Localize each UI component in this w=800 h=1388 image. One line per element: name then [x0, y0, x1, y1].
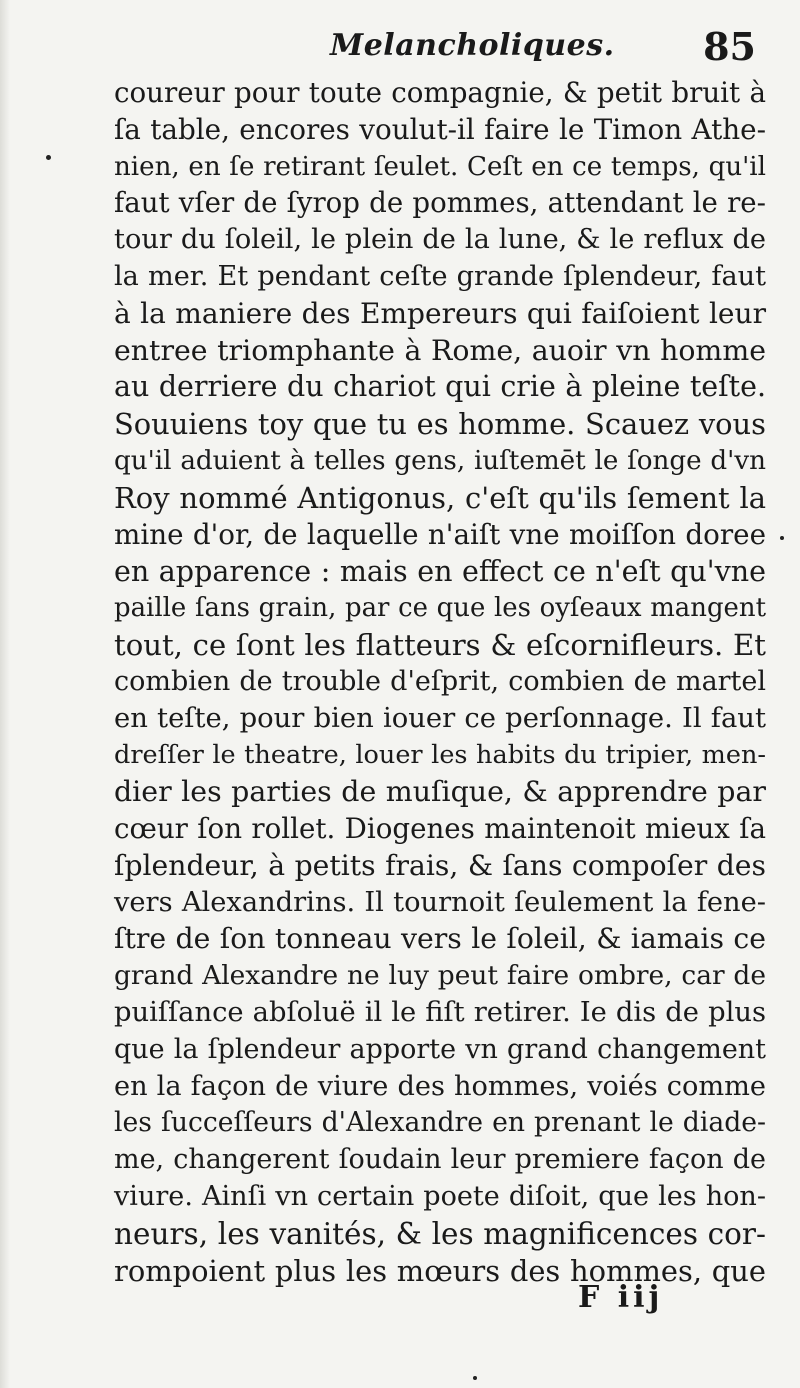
- text-line: me, changerent ſoudain leur premiere façon de: [114, 1144, 766, 1176]
- text-line: ſplendeur, à petits frais, & ſans compoſer des: [114, 848, 766, 882]
- text-line: vers Alexandrins. Il tournoit ſeulement la fene-: [114, 886, 766, 918]
- text-line: en la façon de viure des hommes, voiés comme: [114, 1070, 766, 1102]
- text-line: qu'il aduient à telles gens, iuſtemēt le ſonge d'vn: [114, 445, 766, 476]
- text-line: ſa table, encores voulut-il faire le Timon Athe-: [114, 112, 766, 146]
- page-edge-shadow: [0, 0, 10, 1388]
- text-line: les ſucceſſeurs d'Alexandre en prenant le diade-: [114, 1107, 766, 1139]
- body-text: [114, 75, 766, 1289]
- text-line: nien, en ſe retirant ſeulet. Ceſt en ce temps, qu'il: [114, 151, 766, 182]
- text-line: paille ſans grain, par ce que les oyſeaux mangent: [114, 593, 766, 624]
- ink-speck: [780, 536, 784, 540]
- text-line: la mer. Et pendant ceſte grande ſplendeur, faut: [114, 260, 766, 292]
- text-line: dreſſer le theatre, louer les habits du tripier, men-: [114, 740, 766, 771]
- text-line: rompoient plus les mœurs des hommes, que: [114, 1253, 766, 1288]
- text-line: combien de trouble d'eſprit, combien de martel: [114, 665, 766, 697]
- ink-speck: [46, 155, 51, 160]
- text-line: au derriere du chariot qui crie à pleine teſte.: [114, 370, 766, 404]
- text-line: mine d'or, de laquelle n'aiſt vne moiſſon doree: [114, 517, 766, 551]
- text-line: Roy nommé Antigonus, c'eſt qu'ils ſement la: [114, 480, 766, 515]
- text-line: grand Alexandre ne luy peut faire ombre, car de: [114, 960, 766, 992]
- text-line: que la ſplendeur apporte vn grand changement: [114, 1033, 766, 1065]
- text-line: dier les parties de muſique, & apprendre par: [114, 775, 766, 809]
- text-line: tout, ce ſont les flatteurs & eſcornifleurs. Et: [114, 627, 766, 662]
- text-line: faut vſer de ſyrop de pommes, attendant le re-: [114, 186, 766, 220]
- text-line: puiſſance abſoluë il le fiſt retirer. Ie dis de plus: [114, 996, 766, 1028]
- text-line: viure. Ainſi vn certain poete diſoit, que les hon-: [114, 1180, 766, 1212]
- signature-mark: F iij: [578, 1280, 664, 1315]
- text-line: neurs, les vanités, & les magnificences cor-: [114, 1216, 766, 1251]
- ink-speck: [473, 1376, 477, 1380]
- text-line: Souuiens toy que tu es homme. Scauez vous: [114, 407, 766, 442]
- text-line: en apparence : mais en effect ce n'eſt qu'vne: [114, 554, 766, 589]
- page-number: 85: [703, 24, 756, 69]
- text-line: ſtre de ſon tonneau vers le ſoleil, & iamais ce: [114, 922, 766, 956]
- text-line: tour du ſoleil, le plein de la lune, & le reflux de: [114, 224, 766, 256]
- text-line: cœur ſon rollet. Diogenes maintenoit mieux ſa: [114, 811, 766, 845]
- page-header: [330, 24, 770, 76]
- running-title: Melancholiques.: [330, 28, 615, 63]
- text-line: entree triomphante à Rome, auoir vn homme: [114, 333, 766, 367]
- text-line: à la maniere des Empereurs qui faiſoient leur: [114, 296, 766, 330]
- text-line: en teſte, pour bien iouer ce perſonnage. Il faut: [114, 702, 766, 734]
- text-line: coureur pour toute compagnie, & petit bruit à: [114, 76, 766, 109]
